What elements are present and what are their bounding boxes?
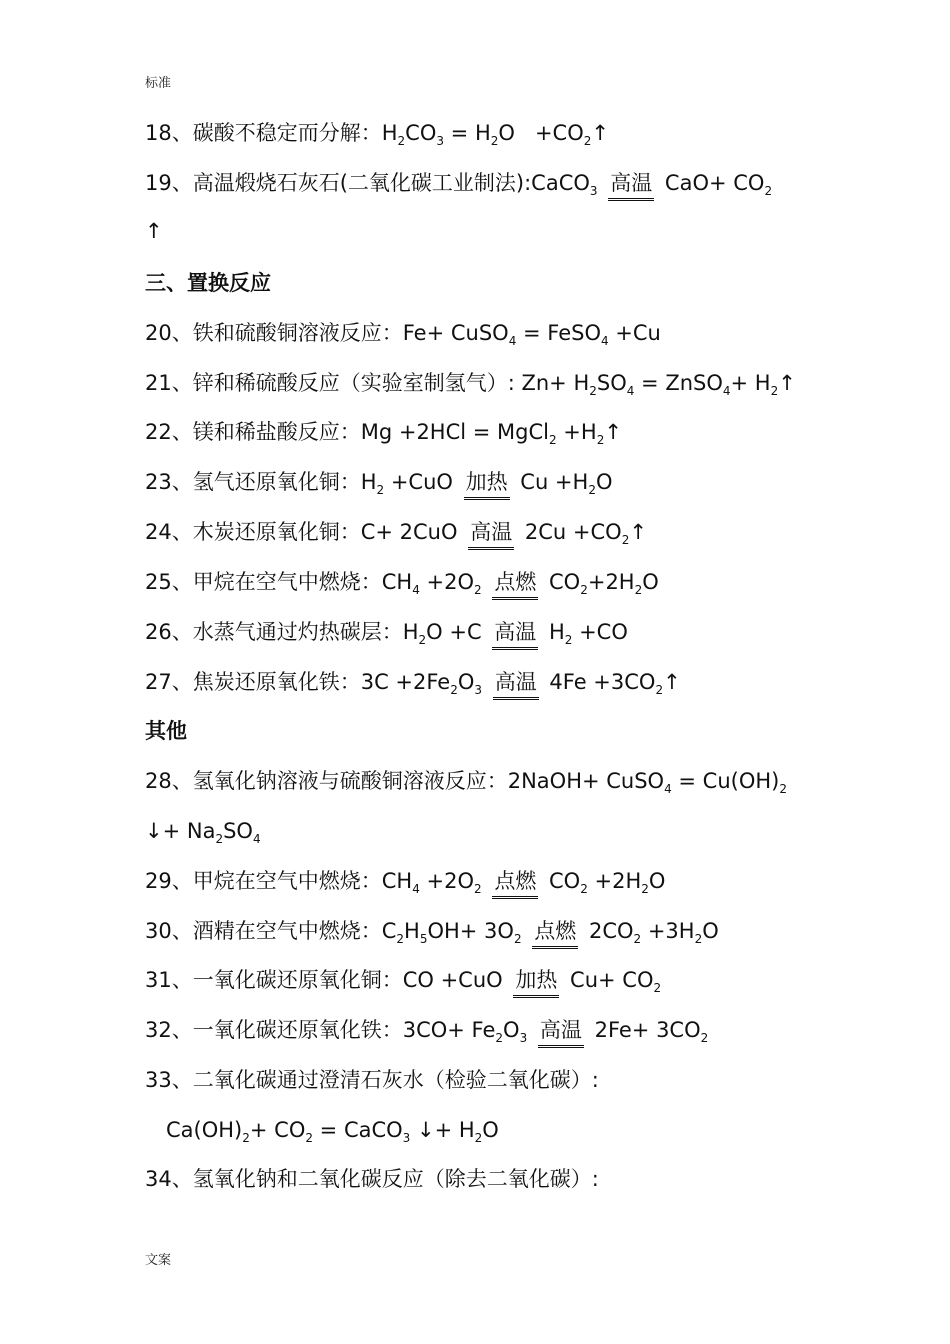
reaction-condition: 高温 bbox=[468, 519, 514, 550]
section-heading: 三、置换反应 bbox=[145, 271, 271, 295]
equation-line: 34、氢氧化钠和二氧化碳反应（除去二氧化碳）: bbox=[145, 1167, 599, 1191]
equation-line: 21、锌和稀硫酸反应（实验室制氢气）: $Zn+ H_2SO_4$ = ZnSO$_4$+ $H_2↑$ bbox=[145, 371, 796, 398]
reaction-condition: 点燃 bbox=[492, 569, 538, 600]
equation-line: 30、酒精在空气中燃烧：$C_2H_5OH+ 3O_2$ 点燃 $2CO_2 +3H_2O$ bbox=[145, 916, 719, 949]
equation-line: $Ca(OH)_2+ CO_2$ = CaCO$_3$ ↓+ $H_2O$ bbox=[166, 1118, 499, 1145]
page-footer: 文案 bbox=[145, 1253, 172, 1268]
equation-line: 28、氢氧化钠溶液与硫酸铜溶液反应：2NaOH+ CuSO$_4$ = $Cu(OH)_2$ bbox=[145, 769, 787, 796]
page-header: 标准 bbox=[145, 76, 172, 91]
equation-line: 33、二氧化碳通过澄清石灰水（检验二氧化碳）: bbox=[145, 1068, 599, 1092]
equation-line: 27、焦炭还原氧化铁：$3C +2Fe_2O_3$ 高温 $4Fe +3CO_2↑$ bbox=[145, 667, 681, 700]
equation-line: 18、碳酸不稳定而分解：$H_2CO_3 = H_2O$ $+CO_2↑$ bbox=[145, 121, 609, 148]
equation-line: 23、氢气还原氧化铜：$H_2 +CuO$ 加热 $Cu +H_2O$ bbox=[145, 467, 613, 500]
equation-line: 19、高温煅烧石灰石(二氧化碳工业制法):CaCO$_3$ 高温 $CaO+ CO_2$ bbox=[145, 168, 772, 201]
section-heading: 其他 bbox=[145, 719, 187, 743]
reaction-condition: 高温 bbox=[492, 619, 538, 650]
equation-line: ↓+ $Na_2SO_4$ bbox=[145, 819, 261, 846]
equation-line: 25、甲烷在空气中燃烧：$CH_4 +2O_2$ 点燃 $CO_2+2H_2O$ bbox=[145, 567, 659, 600]
equation-line: 22、镁和稀盐酸反应：Mg +2HCl = MgCl$_2$ $+H_2↑$ bbox=[145, 420, 622, 447]
equation-line: ↑ bbox=[145, 219, 163, 243]
reaction-condition: 加热 bbox=[513, 967, 559, 998]
reaction-condition: 加热 bbox=[464, 469, 510, 500]
equation-line: 20、铁和硫酸铜溶液反应：Fe+ CuSO$_4$ = FeSO$_4$ +Cu bbox=[145, 321, 661, 348]
reaction-condition: 高温 bbox=[493, 669, 539, 700]
equation-line: 26、水蒸气通过灼热碳层：$H_2O +C$ 高温 $H_2 +CO$ bbox=[145, 617, 628, 650]
reaction-condition: 高温 bbox=[608, 170, 654, 201]
equation-line: 32、一氧化碳还原氧化铁：$3CO+ Fe_2O_3$ 高温 $2Fe+ 3CO_2$ bbox=[145, 1015, 708, 1048]
equation-line: 29、甲烷在空气中燃烧：$CH_4 +2O_2$ 点燃 $CO_2 +2H_2O$ bbox=[145, 866, 665, 899]
reaction-condition: 点燃 bbox=[532, 918, 578, 949]
reaction-condition: 高温 bbox=[538, 1017, 584, 1048]
equation-line: 31、一氧化碳还原氧化铜：CO +CuO 加热 $Cu+ CO_2$ bbox=[145, 965, 661, 998]
equation-line: 24、木炭还原氧化铜：C+ 2CuO 高温 $2Cu +CO_2↑$ bbox=[145, 517, 647, 550]
reaction-condition: 点燃 bbox=[492, 868, 538, 899]
